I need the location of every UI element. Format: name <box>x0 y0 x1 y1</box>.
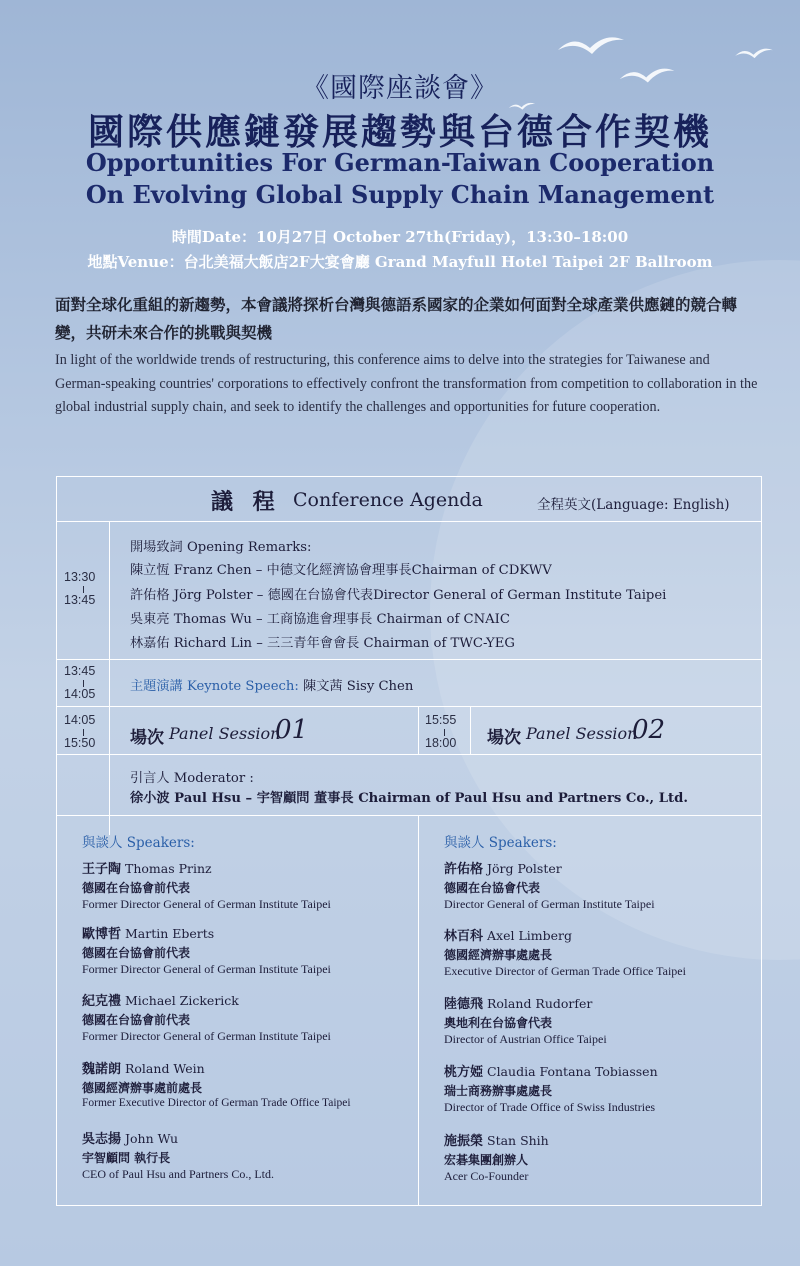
opening-label: 開場致詞 Opening Remarks: <box>130 540 312 555</box>
seagull-icon <box>556 30 626 60</box>
speaker-name <box>444 1061 658 1080</box>
speaker-name-en: Martin Eberts <box>125 926 215 941</box>
time-separator <box>444 729 445 736</box>
speaker-name-zh: 許佑格 <box>444 862 484 877</box>
panel1-label-zh: 場次 <box>130 728 164 748</box>
speaker-name <box>82 923 214 942</box>
speakers-left-heading: 與談人 Speakers: <box>82 835 195 851</box>
speaker-title: Former Executive Director of German Trade Office Taipei <box>82 1097 351 1109</box>
divider <box>57 521 761 522</box>
keynote-label: 主題演講 Keynote Speech: <box>130 679 299 694</box>
speaker-name <box>444 925 572 944</box>
time-separator <box>83 729 84 736</box>
speaker-name <box>82 858 212 877</box>
agenda-title-en: Conference Agenda <box>293 489 483 511</box>
speaker-title: Acer Co-Founder <box>444 1169 529 1183</box>
panel2-label-zh: 場次 <box>487 728 521 748</box>
keynote-line <box>130 675 413 694</box>
speaker-name-zh: 陸德飛 <box>444 997 484 1012</box>
speaker-org: 德國在台協會前代表 <box>82 946 191 960</box>
event-title-zh: 國際供應鏈發展趨勢與台德合作契機 <box>87 111 712 153</box>
moderator-label: 引言人 Moderator : <box>130 771 254 786</box>
panel1-number: 01 <box>275 715 309 745</box>
intro-en: In light of the worldwide trends of restructuring, this conference aims to delve into the strategies for Taiwanese and German-speaking countries' corporations to effectively confront the transformation from competition to collaboration in the global industrial supply chain, and seek to identify the challenges and opportunities for future cooperation. <box>55 352 758 415</box>
panel2-label-en: Panel Session <box>526 724 638 743</box>
speaker-org: 奧地利在台協會代表 <box>444 1016 553 1030</box>
speaker-name-zh: 施振榮 <box>444 1134 484 1149</box>
speaker-name-en: Stan Shih <box>487 1133 549 1148</box>
speakers-right-heading: 與談人 Speakers: <box>444 835 557 851</box>
event-subtitle: 《國際座談會》 <box>302 73 498 104</box>
keynote-time-end: 14:05 <box>64 687 96 701</box>
speaker-name-en: Claudia Fontana Tobiassen <box>487 1064 658 1079</box>
time-separator <box>83 586 84 593</box>
speaker-title: Director of Austrian Office Taipei <box>444 1032 607 1046</box>
event-title-en-line1: Opportunities For German-Taiwan Cooperation <box>85 148 715 177</box>
opening-speaker: 吳東亮 Thomas Wu – 工商協進會理事長 Chairman of CNAIC <box>130 612 510 627</box>
speaker-name-en: John Wu <box>125 1131 179 1146</box>
seagull-icon <box>734 44 774 62</box>
speaker-org: 宇智顧問 執行長 <box>82 1151 171 1165</box>
panel1-time-start: 14:05 <box>64 713 96 727</box>
intro-zh: 面對全球化重組的新趨勢，本會議將探析台灣與德語系國家的企業如何面對全球產業供應鏈的競合轉變，共研未來合作的挑戰與契機 <box>55 295 738 342</box>
divider <box>57 754 761 755</box>
speaker-name <box>444 993 592 1012</box>
speaker-title: CEO of Paul Hsu and Partners Co., Ltd. <box>82 1167 274 1181</box>
keynote-time-start: 13:45 <box>64 664 96 678</box>
speaker-title: Former Director General of German Institute Taipei <box>82 897 331 911</box>
agenda-language: 全程英文(Language: English) <box>537 497 730 513</box>
speaker-title: Former Director General of German Institute Taipei <box>82 962 331 976</box>
opening-speaker: 陳立恆 Franz Chen – 中德文化經濟協會理事長Chairman of CDKWV <box>130 563 552 578</box>
panel1-label-en: Panel Session <box>169 724 281 743</box>
divider <box>418 815 419 1205</box>
speaker-name <box>82 990 239 1009</box>
speaker-title: Executive Director of German Trade Office Taipei <box>444 964 686 978</box>
divider <box>470 706 471 754</box>
agenda-header <box>57 477 761 521</box>
speaker-name-en: Jörg Polster <box>487 861 562 876</box>
speaker-name-en: Roland Rudorfer <box>487 996 593 1011</box>
panel2-number: 02 <box>632 715 666 745</box>
speaker-name-en: Roland Wein <box>125 1061 205 1076</box>
panel2-time-start: 15:55 <box>425 713 457 727</box>
speaker-name-en: Michael Zickerick <box>125 993 239 1008</box>
speaker-name-zh: 桃方婭 <box>444 1065 484 1080</box>
event-date: 時間Date：10月27日 October 27th(Friday)，13:30–18:00 <box>171 228 629 246</box>
divider <box>418 706 419 754</box>
speaker-org: 德國經濟辦事處處長 <box>444 948 553 962</box>
speaker-org: 德國經濟辦事處前處長 <box>82 1081 203 1095</box>
opening-time-end: 13:45 <box>64 593 96 607</box>
speaker-org: 德國在台協會代表 <box>444 881 541 895</box>
speaker-name-zh: 吳志揚 <box>82 1132 122 1147</box>
speaker-name <box>444 1130 549 1149</box>
agenda-table <box>56 476 762 1206</box>
speaker-name-zh: 王子陶 <box>82 862 122 877</box>
event-venue: 地點Venue：台北美福大飯店2F大宴會廳 Grand Mayfull Hotel Taipei 2F Ballroom <box>87 253 713 271</box>
speaker-name-zh: 歐博哲 <box>82 927 122 942</box>
speaker-org: 宏碁集團創辦人 <box>444 1153 529 1167</box>
speaker-org: 瑞士商務辦事處處長 <box>444 1084 553 1098</box>
opening-time-start: 13:30 <box>64 570 96 584</box>
divider <box>109 521 110 835</box>
opening-speaker: 林嘉佑 Richard Lin – 三三青年會會長 Chairman of TWC-YEG <box>130 636 515 651</box>
keynote-speaker: 陳文茜 Sisy Chen <box>303 679 414 694</box>
speaker-name <box>82 1128 178 1147</box>
speaker-name-en: Thomas Prinz <box>125 861 212 876</box>
speaker-name-en: Axel Limberg <box>487 928 572 943</box>
divider <box>57 706 761 707</box>
speaker-name-zh: 林百科 <box>444 929 484 944</box>
opening-speaker: 許佑格 Jörg Polster – 德國在台協會代表Director General of German Institute Taipei <box>130 588 667 603</box>
panel2-time-end: 18:00 <box>425 736 457 750</box>
divider <box>57 815 761 816</box>
speaker-name <box>444 858 562 877</box>
speaker-title: Director of Trade Office of Swiss Industries <box>444 1100 656 1114</box>
speaker-name-zh: 紀克禮 <box>82 994 122 1009</box>
agenda-title-zh: 議 程 <box>211 489 281 515</box>
moderator-name: 徐小波 Paul Hsu – 宇智顧問 董事長 Chairman of Paul Hsu and Partners Co., Ltd. <box>130 791 688 806</box>
speaker-name-zh: 魏諾朗 <box>82 1062 122 1077</box>
event-title-en-line2: On Evolving Global Supply Chain Management <box>85 180 715 209</box>
speaker-name <box>82 1058 205 1077</box>
panel1-time-end: 15:50 <box>64 736 96 750</box>
divider <box>57 659 761 660</box>
speaker-title: Former Director General of German Institute Taipei <box>82 1029 331 1043</box>
speaker-org: 德國在台協會前代表 <box>82 1013 191 1027</box>
speaker-org: 德國在台協會前代表 <box>82 881 191 895</box>
speaker-title: Director General of German Institute Taipei <box>444 897 655 911</box>
time-separator <box>83 680 84 687</box>
